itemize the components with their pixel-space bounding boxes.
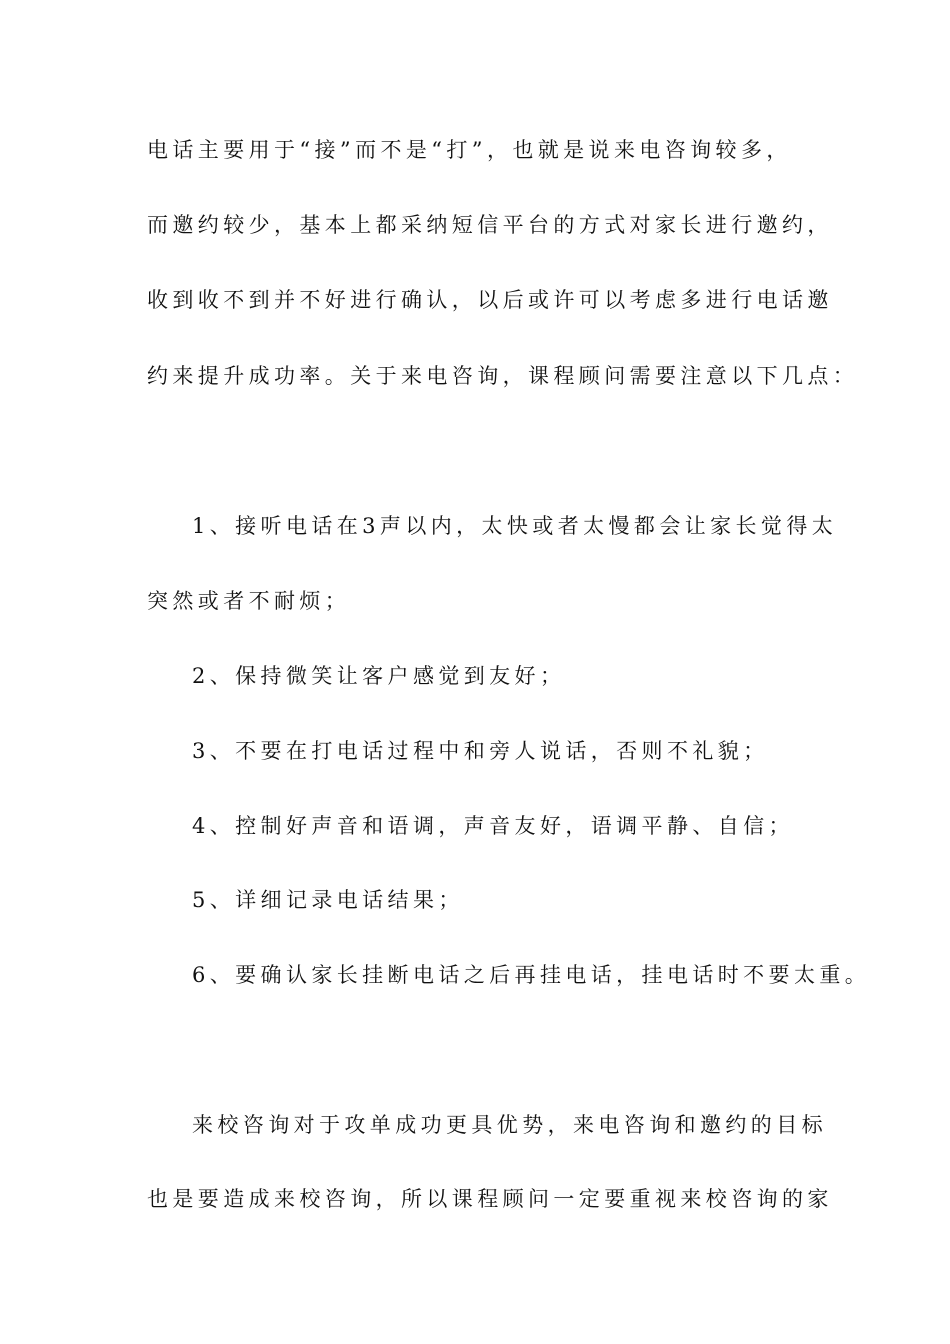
paragraph-1-line-4: 约来提升成功率。关于来电咨询，课程顾问需要注意以下几点： bbox=[147, 364, 859, 388]
paragraph-1-line-1: 电话主要用于“接”而不是“打”，也就是说来电咨询较多， bbox=[147, 138, 792, 162]
paragraph-1-line-3: 收到收不到并不好进行确认，以后或许可以考虑多进行电话邀 bbox=[147, 288, 833, 312]
paragraph-1-line-2: 而邀约较少，基本上都采纳短信平台的方式对家长进行邀约， bbox=[147, 213, 833, 237]
list-item-3: 3、不要在打电话过程中和旁人说话，否则不礼貌； bbox=[192, 739, 769, 763]
paragraph-2-line-1: 来校咨询对于攻单成功更具优势，来电咨询和邀约的目标 bbox=[192, 1113, 827, 1137]
list-item-2: 2、保持微笑让客户感觉到友好； bbox=[192, 664, 566, 688]
list-item-1-line-1: 1、接听电话在3声以内，太快或者太慢都会让家长觉得太 bbox=[192, 514, 838, 538]
list-item-6: 6、要确认家长挂断电话之后再挂电话，挂电话时不要太重。 bbox=[192, 963, 871, 987]
list-item-4: 4、控制好声音和语调，声音友好，语调平静、自信； bbox=[192, 814, 794, 838]
list-item-5: 5、详细记录电话结果； bbox=[192, 888, 464, 912]
list-item-1-line-2: 突然或者不耐烦； bbox=[147, 589, 351, 613]
paragraph-2-line-2: 也是要造成来校咨询，所以课程顾问一定要重视来校咨询的家 bbox=[147, 1187, 833, 1211]
